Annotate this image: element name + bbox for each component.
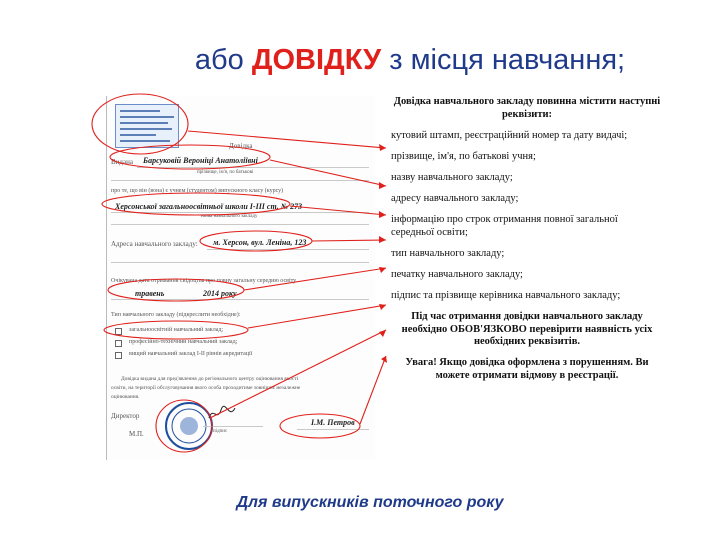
director-name: І.М. Петров [311, 418, 355, 427]
requirement-item: прізвище, ім'я, по батькові учня; [391, 150, 536, 162]
requirement-item: інформацію про строк отримання повної загальної середньої освіти; [391, 214, 618, 238]
requirements-warning: Увага! Якщо довідка оформлена з порушенням. Ви можете отримати відмову в реєстрації. [405, 357, 649, 381]
annotation-ellipse-school [102, 193, 290, 215]
address-value: м. Херсон, вул. Леніна, 123 [213, 238, 307, 247]
mp-label: М.П. [129, 430, 144, 438]
requirements-note: Під час отримання довідки навчального закладу необхідно ОБОВ'ЯЗКОВО перевірити наявність усіх необхідних реквізитів. [401, 311, 653, 348]
signature-hint: підпис [213, 429, 228, 434]
annotation-ellipse-type [104, 321, 248, 339]
purpose-line: освіти, на території обслуговування якого особа проходитиме зовнішнє незалежне [111, 385, 301, 391]
title-accent: ДОВІДКУ [251, 44, 382, 76]
expected-line: Очікувана дата отримання свідоцтва про повну загальну середню освіту [111, 278, 297, 284]
title-suffix: з місця навчання; [389, 44, 626, 76]
type-label: Тип навчального закладу (підкреслити необхідне): [111, 312, 241, 318]
issued-hint: прізвище, ім'я, по батькові [197, 170, 254, 175]
footer-caption: Для випускників поточного року [236, 494, 504, 511]
purpose-line: Довідка видана для пред'явлення до регіонального центру оцінювання якості [121, 376, 299, 382]
annotation-ellipse-date [108, 279, 244, 301]
year-value: 2014 року [203, 289, 237, 298]
address-label: Адреса навчального закладу: [111, 240, 198, 248]
issued-value: Барсуковій Вероніці Анатоліївні [143, 156, 258, 165]
type-option-2: професійно-технічний навчальний заклад; [129, 339, 238, 345]
requirement-item: тип навчального закладу; [391, 247, 505, 259]
school-hint: назва навчального закладу [201, 214, 258, 219]
title-prefix: або [194, 44, 244, 76]
month-value: травень [135, 289, 165, 298]
annotation-ellipse-address [200, 231, 312, 251]
form-heading: Довідка [229, 142, 253, 150]
requirement-item: назву навчального закладу; [391, 171, 513, 183]
requirement-item: адресу навчального закладу; [391, 192, 519, 204]
requirement-item: кутовий штамп, реєстраційний номер та дату видачі; [391, 129, 628, 141]
annotation-ellipse-name [110, 145, 270, 169]
requirements-header: Довідка навчального закладу повинна містити наступні реквізити: [393, 96, 661, 120]
annotation-ellipse-director [280, 414, 360, 438]
about-line: про те, що він (вона) є учнем (студентом) випускного класу (курсу) [111, 188, 284, 194]
type-option-1: загальноосвітній навчальний заклад; [129, 327, 224, 333]
requirement-item: печатку навчального закладу; [391, 268, 523, 280]
annotation-ellipse-seal [156, 400, 212, 452]
director-label: Директор [111, 412, 140, 420]
school-value: Херсонської загальноосвітньої школи І-ІІІ ст. № 273 [115, 202, 303, 211]
issued-label: Видана [111, 158, 133, 166]
type-option-3: вищий навчальний заклад І-ІІ рівнів акредитації [129, 351, 253, 357]
purpose-line: оцінювання. [111, 394, 140, 400]
requirement-item: підпис та прізвище керівника навчального закладу; [391, 289, 621, 301]
